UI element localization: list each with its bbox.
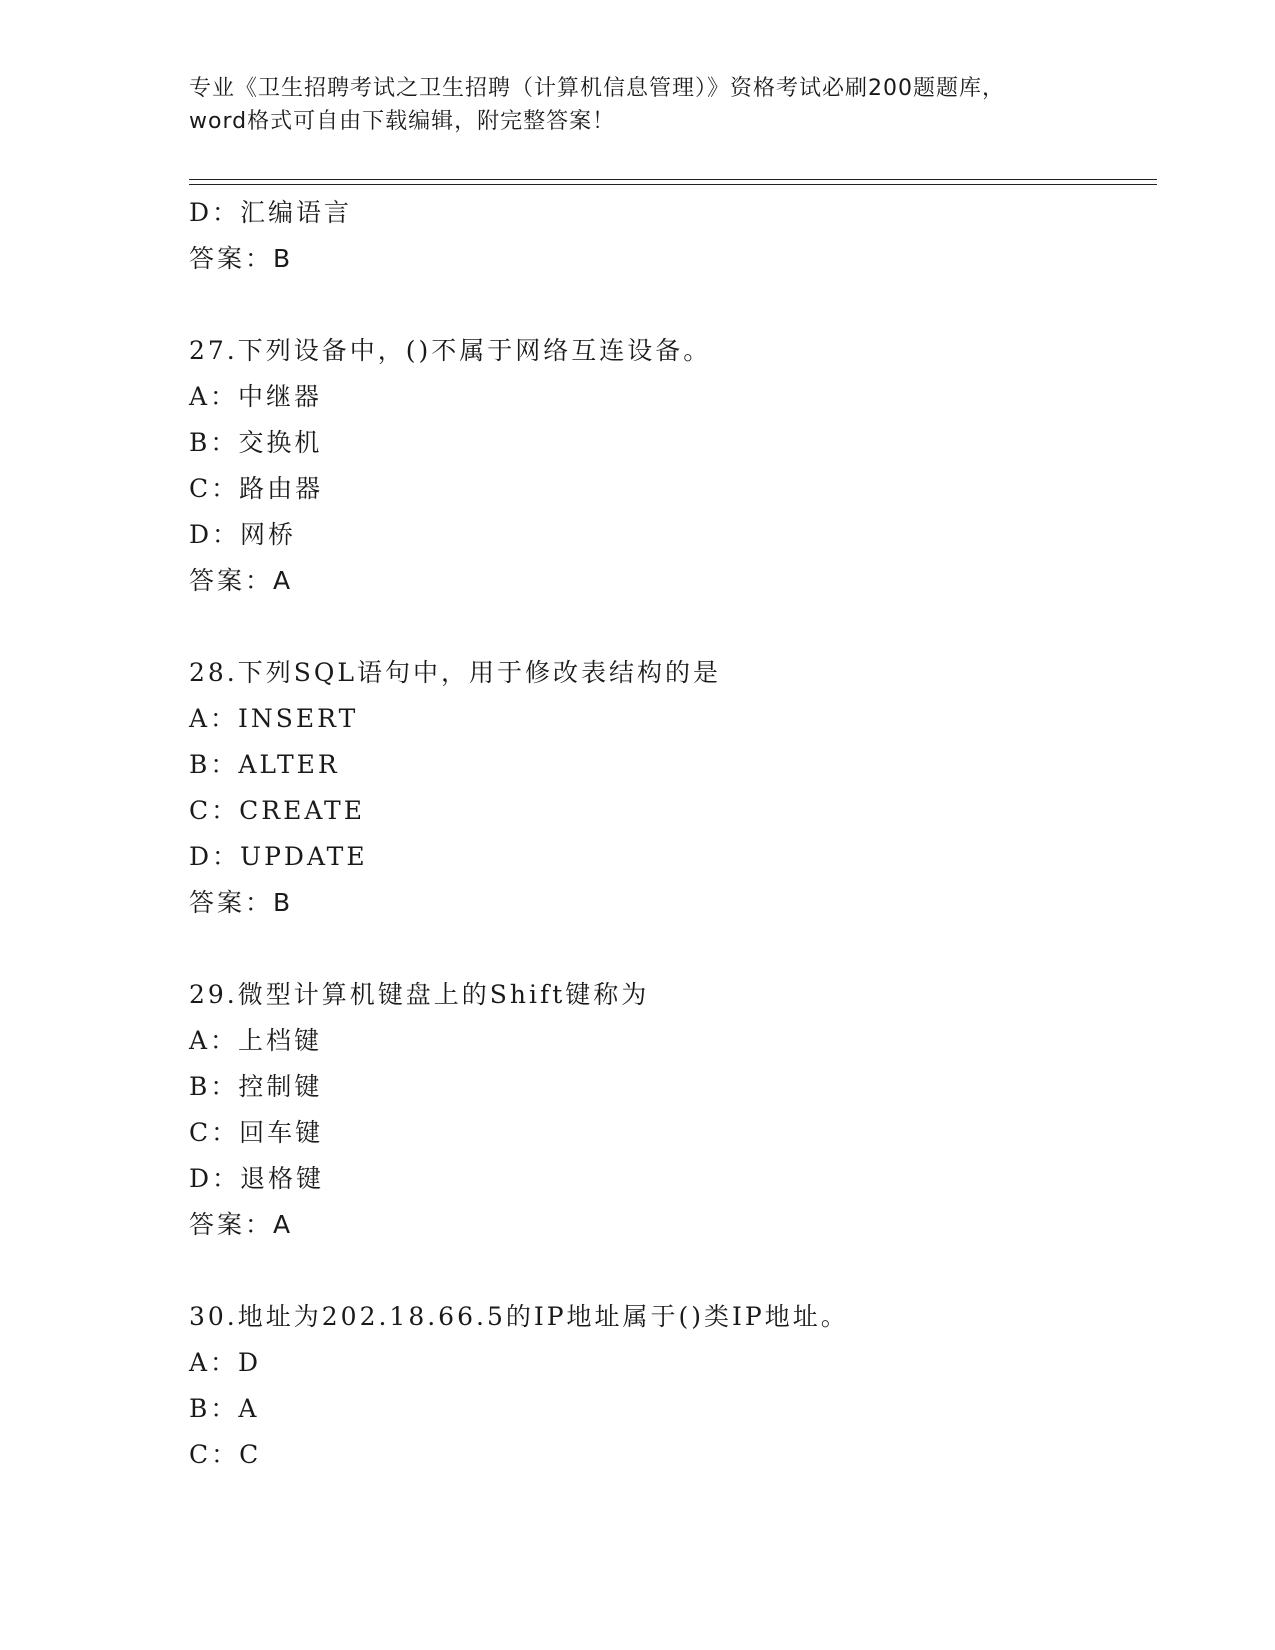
option-d: D：退格键 bbox=[189, 1164, 325, 1193]
answer: 答案：A bbox=[189, 566, 294, 595]
question-stem: 29.微型计算机键盘上的Shift键称为 bbox=[189, 980, 650, 1009]
option-d: D：UPDATE bbox=[189, 842, 368, 871]
header-title-line-2: word格式可自由下载编辑，附完整答案！ bbox=[189, 109, 616, 134]
question-stem: 30.地址为202.18.66.5的IP地址属于()类IP地址。 bbox=[189, 1302, 849, 1331]
option-b: B：A bbox=[189, 1394, 260, 1423]
spacer bbox=[189, 604, 1157, 650]
option-c: C：CREATE bbox=[189, 796, 365, 825]
prev-answer: 答案：B bbox=[189, 244, 294, 273]
option-a: A：D bbox=[189, 1348, 262, 1377]
header-title-line-1: 专业《卫生招聘考试之卫生招聘（计算机信息管理）》资格考试必刷200题题库， bbox=[189, 76, 1005, 101]
option-b: B：控制键 bbox=[189, 1072, 323, 1101]
question-30 bbox=[189, 1294, 1157, 1478]
question-stem: 28.下列SQL语句中，用于修改表结构的是 bbox=[189, 658, 721, 687]
spacer bbox=[189, 282, 1157, 328]
spacer bbox=[189, 1248, 1157, 1294]
document-header bbox=[189, 72, 1089, 138]
question-list bbox=[189, 190, 1157, 1478]
question-29 bbox=[189, 972, 1157, 1248]
option-c: C：路由器 bbox=[189, 474, 324, 503]
option-d: D：网桥 bbox=[189, 520, 297, 549]
option-a: A：INSERT bbox=[189, 704, 359, 733]
spacer bbox=[189, 926, 1157, 972]
option-c: C：回车键 bbox=[189, 1118, 324, 1147]
header-divider-top bbox=[189, 179, 1157, 180]
option-b: B：交换机 bbox=[189, 428, 323, 457]
option-a: A：上档键 bbox=[189, 1026, 323, 1055]
question-27 bbox=[189, 328, 1157, 604]
answer: 答案：B bbox=[189, 888, 294, 917]
option-b: B：ALTER bbox=[189, 750, 340, 779]
question-stem: 27.下列设备中，()不属于网络互连设备。 bbox=[189, 336, 712, 365]
option-c: C：C bbox=[189, 1440, 262, 1469]
header-divider-bottom bbox=[189, 184, 1157, 185]
prev-option-d: D：汇编语言 bbox=[189, 198, 353, 227]
answer: 答案：A bbox=[189, 1210, 294, 1239]
question-28 bbox=[189, 650, 1157, 926]
option-a: A：中继器 bbox=[189, 382, 323, 411]
